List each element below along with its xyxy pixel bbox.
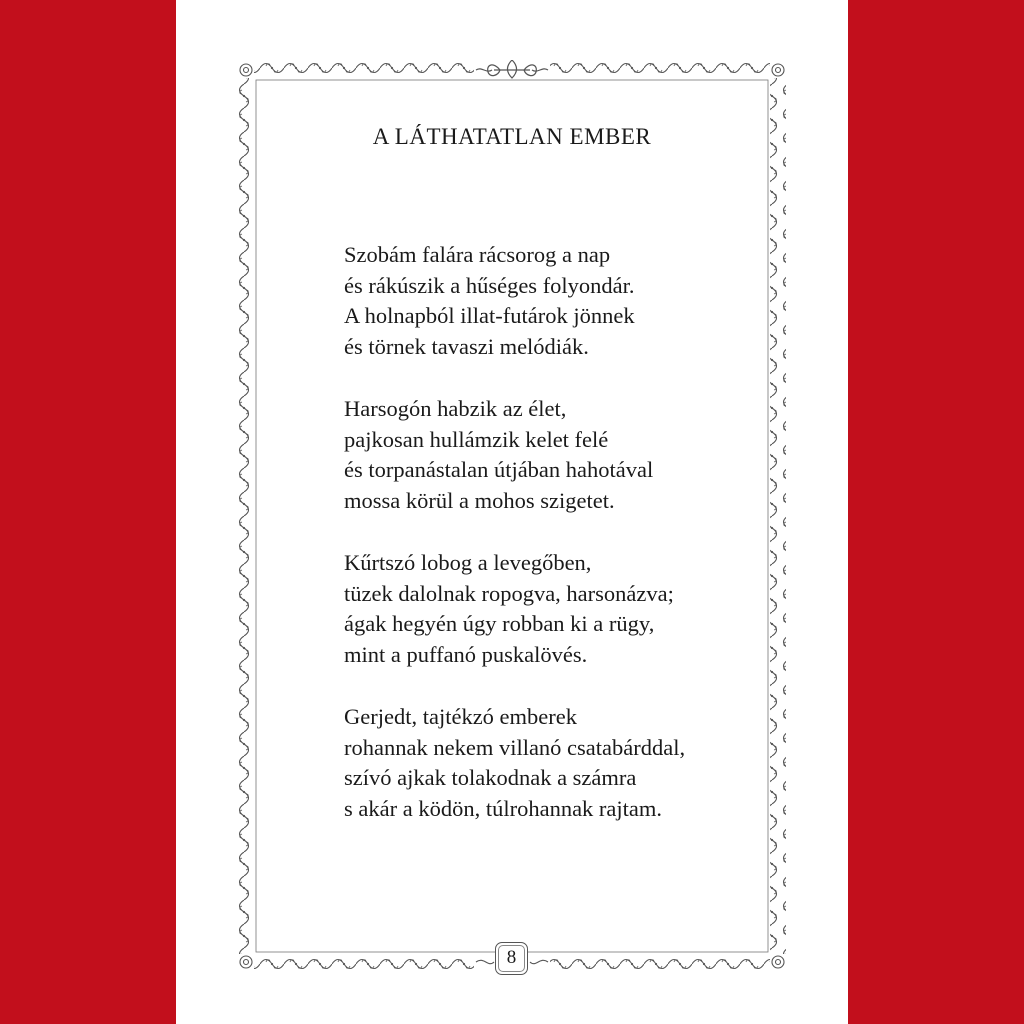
poem-line: ágak hegyén úgy robban ki a rügy, <box>344 611 655 636</box>
poem-line: tüzek dalolnak ropogva, harsonázva; <box>344 580 674 606</box>
poem-line: Szobám falára rácsorog a nap <box>344 242 611 267</box>
poem-body <box>344 240 784 856</box>
fleur-de-lis-icon <box>476 60 548 78</box>
poem-line: szívó ajkak tolakodnak a számra <box>344 765 637 790</box>
stanza <box>344 702 784 824</box>
poem-line: s akár a ködön, túlrohannak rajtam. <box>344 795 663 821</box>
poem-line: Gerjedt, tajtékzó emberek <box>344 704 578 729</box>
poem-line: pajkosan hullámzik kelet felé <box>344 426 609 452</box>
poem-line: és torpanástalan útjában hahotával <box>344 457 654 482</box>
poem-line: mint a puffanó puskalövés. <box>344 641 588 667</box>
poem-line: rohannak nekem villanó csatabárddal, <box>344 734 686 760</box>
stanza <box>344 240 784 362</box>
stanza <box>344 394 784 516</box>
poem-line: A holnapból illat-futárok jönnek <box>344 303 635 328</box>
stanza <box>344 548 784 670</box>
page-number: 8 <box>495 942 528 975</box>
poem-title: A LÁTHATATLAN EMBER <box>372 124 652 149</box>
poem-line: és törnek tavaszi melódiák. <box>344 333 589 359</box>
poem-line: Harsogón habzik az élet, <box>344 396 567 421</box>
book-page <box>176 0 848 1024</box>
poem-line: Kűrtszó lobog a levegőben, <box>344 550 592 575</box>
poem-line: és rákúszik a hűséges folyondár. <box>344 272 635 298</box>
poem-line: mossa körül a mohos szigetet. <box>344 487 615 513</box>
